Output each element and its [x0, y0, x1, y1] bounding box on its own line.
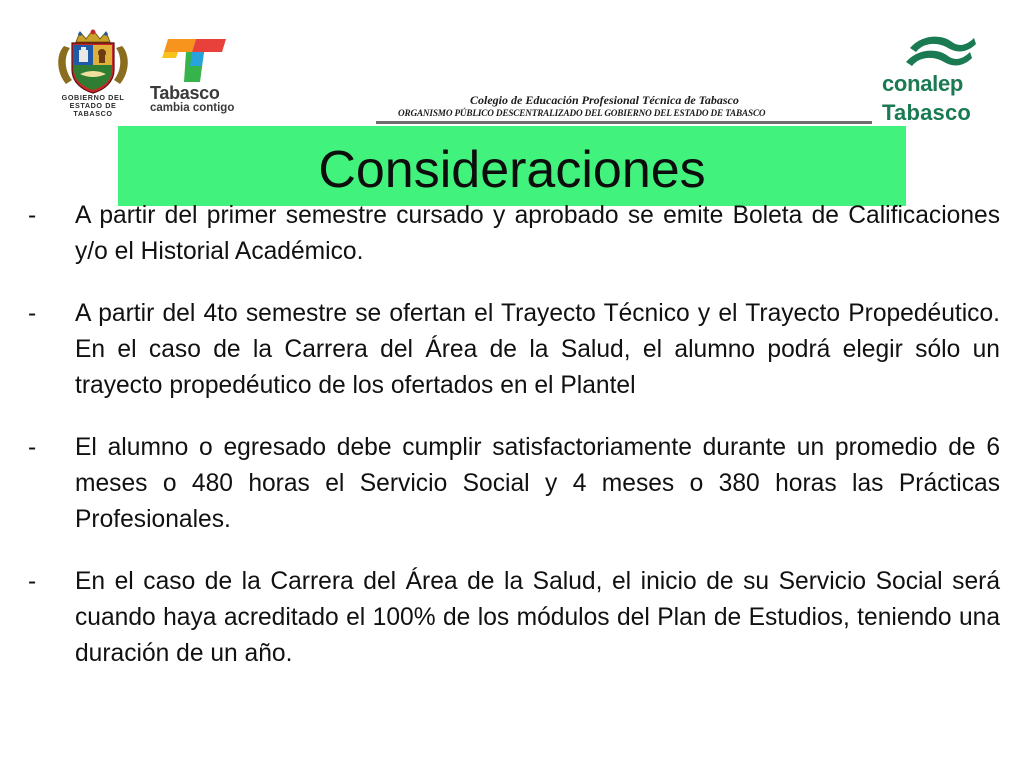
government-caption-line: TABASCO [73, 109, 113, 118]
coat-of-arms-icon [50, 28, 136, 94]
list-item-text: El alumno o egresado debe cumplir satisfactoriamente durante un promedio de 6 meses o 480 horas el Servicio Social y 4 meses o 380 horas las Prácticas Profesionales. [75, 434, 1000, 533]
government-caption-line: GOBIERNO DEL [61, 93, 125, 102]
list-item [28, 198, 1000, 270]
conalep-logo [876, 30, 1006, 126]
bullet-dash: - [28, 202, 37, 229]
government-caption [50, 94, 136, 118]
conalep-logo-word: conalep [882, 71, 964, 96]
bullet-dash: - [28, 568, 37, 595]
government-caption-line: ESTADO DE [69, 101, 117, 110]
conalep-waves-icon [876, 30, 1006, 70]
header-divider [376, 121, 872, 124]
institution-name: Colegio de Educación Profesional Técnica de Tabasco [470, 93, 739, 107]
bullet-dash: - [28, 300, 37, 327]
bullet-dash: - [28, 434, 37, 461]
page-title: Consideraciones [318, 141, 706, 199]
tabasco-logo-name: Tabasco [150, 83, 220, 103]
government-logo [50, 28, 136, 124]
considerations-list [28, 198, 1000, 698]
institution-subtitle: ORGANISMO PÚBLICO DESCENTRALIZADO DEL GOBIERNO DEL ESTADO DE TABASCO [398, 108, 766, 118]
list-item-text: A partir del 4to semestre se ofertan el Trayecto Técnico y el Trayecto Propedéutico. En el caso de la Carrera del Área de la Salud, el alumno podrá elegir sólo un trayecto propedéutico de los ofertados en el Plantel [75, 300, 1000, 399]
tabasco-logo-slogan: cambia contigo [150, 102, 235, 114]
list-item [28, 296, 1000, 404]
tabasco-t-logo-icon [148, 36, 248, 84]
list-item [28, 564, 1000, 672]
conalep-logo-state: Tabasco [882, 100, 972, 125]
list-item [28, 430, 1000, 538]
tabasco-logo [148, 36, 248, 118]
list-item-text: En el caso de la Carrera del Área de la Salud, el inicio de su Servicio Social será cuando haya acreditado el 100% de los módulos del Plan de Estudios, teniendo una duración de un año. [75, 568, 1000, 667]
list-item-text: A partir del primer semestre cursado y aprobado se emite Boleta de Calificaciones y/o el Historial Académico. [75, 202, 1000, 265]
